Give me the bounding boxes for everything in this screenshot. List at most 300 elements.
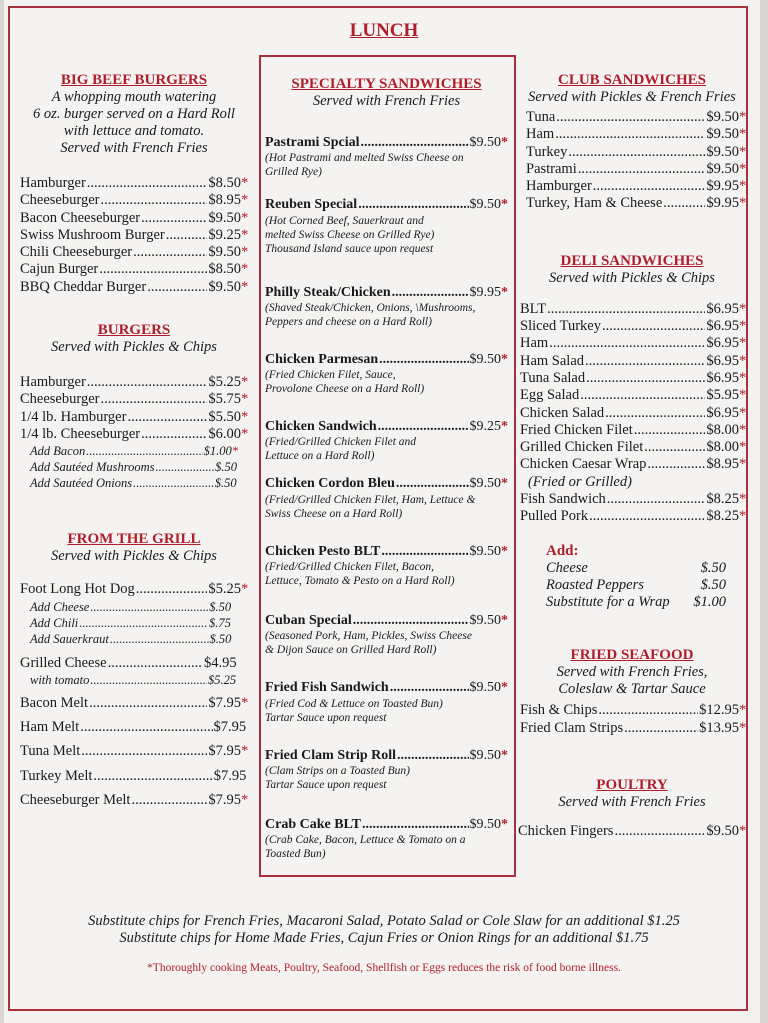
advisory-asterisk: * [241,209,249,226]
dot-leader [110,631,209,647]
specialty-subtitle: Served with French Fries [312,93,461,109]
advisory-asterisk: * [241,743,249,760]
advisory-asterisk: * [739,369,747,386]
advisory-asterisk: * [739,178,747,195]
dot-leader [99,261,207,278]
menu-item-row [265,612,508,629]
dot-leader [549,335,705,352]
menu-item-row [30,672,238,688]
item-name: Turkey Melt [20,767,93,784]
dot-leader [79,615,208,631]
menu-item-row [520,702,746,719]
item-name: Add Chili [30,615,79,630]
item-name: Turkey, Ham & Cheese [526,195,663,212]
dot-leader [547,301,705,318]
specialty-item [265,816,508,861]
menu-item-row [265,475,508,492]
advisory-asterisk: * [739,387,747,404]
item-name: Philly Steak/Chicken [265,284,391,300]
menu-item-row [518,823,746,840]
item-name: Ham [526,126,555,143]
menu-item-row [30,615,233,631]
item-description: Thousand Island sauce upon request [265,242,434,255]
advisory-asterisk: * [241,581,249,598]
advisory-asterisk: * [241,192,249,209]
item-name: Add Sautéed Mushrooms [30,460,155,475]
item-price: $9.50 [469,197,501,213]
left-column [20,72,248,809]
item-name: Hamburger [20,175,86,191]
dot-leader [90,672,207,688]
menu-item-row [520,491,746,508]
item-price: $9.50 [208,209,241,226]
item-name: Chicken Parmesan [265,351,379,367]
advisory-asterisk: * [739,508,747,525]
seafood-subtitle-1: Served with French Fries, [556,664,708,681]
advisory-asterisk: * [739,143,747,160]
menu-item-row [526,178,746,195]
item-price: $9.95 [706,195,739,212]
advisory-asterisk: * [501,284,508,300]
item-price: $9.95 [469,284,501,300]
dot-leader [131,792,207,809]
add-option-name: Cheese [546,560,588,577]
item-price: $6.95 [706,369,739,386]
dot-leader [80,719,212,736]
menu-item-row [520,456,746,473]
advisory-asterisk: * [501,419,508,435]
add-section [518,543,746,611]
specialty-item [265,284,508,329]
burgers-subtitle: Served with Pickles & Chips [51,339,217,356]
menu-item-row [20,192,248,209]
menu-item-row [20,227,248,244]
item-description: & Dijon Sauce on Grilled Hard Roll) [265,644,437,657]
advisory-asterisk: * [501,135,508,150]
menu-title: LUNCH [349,20,419,41]
item-name: Grilled Cheese [20,654,107,671]
item-price: $5.25 [208,581,241,598]
menu-item-row [20,581,248,598]
item-name: Fried Clam Strip Roll [265,747,397,763]
item-price: $9.50 [208,278,241,295]
item-price: $7.95 [213,767,247,784]
item-name: Ham Melt [20,719,80,736]
item-name: Add Sauerkraut [30,631,109,646]
menu-item-row [30,599,233,615]
advisory-asterisk: * [501,680,508,696]
menu-item-row [20,374,248,391]
dot-leader [362,816,469,833]
menu-item-row [520,370,746,387]
dot-leader [624,720,698,737]
big-beef-heading: BIG BEEF BURGERS [60,72,208,88]
right-column [518,72,746,840]
hotdog-addons [20,599,233,647]
item-description: Lettuce on a Hard Roll) [265,450,375,463]
menu-item-row [520,301,746,318]
menu-item-row [30,443,238,459]
item-price: $7.95 [208,792,241,809]
advisory-asterisk: * [501,476,508,492]
deli-heading: DELI SANDWICHES [560,252,704,269]
dot-leader [87,374,208,391]
advisory-asterisk: * [739,719,747,736]
club-list [518,109,746,213]
dot-leader [392,284,469,301]
item-price: $.50 [209,599,232,614]
club-heading: CLUB SANDWICHES [558,72,706,88]
item-description: Peppers and cheese on a Hard Roll) [265,315,432,328]
item-price: $1.00 [203,444,232,459]
specialty-item [265,351,508,396]
item-description: (Fried Chicken Filet, Sauce, [265,369,396,382]
item-description: (Seasoned Pork, Ham, Pickles, Swiss Cheese [265,630,472,643]
item-name: Bacon Melt [20,694,89,711]
advisory-asterisk: * [739,421,747,438]
dot-leader [602,318,705,335]
item-description: (Fried/Grilled Chicken Filet, Ham, Lettuce & [265,493,476,506]
menu-item-row [20,175,248,192]
item-price: $8.00 [706,421,739,438]
footer-line-1: Substitute chips for French Fries, Macaroni Salad, Potato Salad or Cole Slaw for an additional $1.25 [88,913,680,929]
menu-item-row [520,335,746,352]
advisory-asterisk: * [231,444,238,459]
dot-leader [390,679,469,696]
menu-item-row [30,459,238,475]
dot-leader [353,612,469,629]
deli-list [518,301,746,526]
add-option-name: Substitute for a Wrap [546,594,670,611]
dot-leader [100,391,207,408]
item-name: Tuna Melt [20,743,81,760]
item-price: $9.50 [706,126,739,143]
food-safety-warning: *Thoroughly cooking Meats, Poultry, Seafood, Shellfish or Eggs reduces the risk of food borne illness. [147,962,621,974]
dot-leader [108,655,203,672]
advisory-asterisk: * [241,278,249,295]
menu-item-row [526,161,746,178]
club-subtitle: Served with Pickles & French Fries [528,89,736,105]
item-name: Reuben Special [265,197,358,213]
menu-item-row [526,126,746,143]
item-name: Cheeseburger [20,192,100,209]
item-name: Fried Clam Strips [520,719,624,736]
dot-leader [589,508,705,525]
item-price: $6.95 [706,352,739,369]
item-name: Pastrami Spcial [265,135,360,150]
item-name: Sliced Turkey [520,318,601,335]
description-line: Served with French Fries [60,140,208,156]
advisory-asterisk: * [501,543,508,559]
advisory-asterisk: * [241,694,249,711]
item-price: $5.50 [208,408,241,425]
menu-item-row [520,720,746,737]
advisory-asterisk: * [739,160,747,177]
menu-item-row [30,631,233,647]
menu-item-row [20,719,248,736]
poultry-heading: POULTRY [596,776,668,793]
item-name: 1/4 lb. Hamburger [20,408,127,425]
advisory-asterisk: * [739,490,747,507]
add-option-row [546,594,726,611]
seafood-list [518,702,746,737]
item-name: Grilled Chicken Filet [520,439,644,456]
item-price: $13.95 [699,719,739,736]
advisory-asterisk: * [739,822,747,839]
description-line: with lettuce and tomato. [63,123,205,139]
dot-leader [156,459,215,475]
dot-leader [396,475,469,492]
menu-item-row [520,353,746,370]
menu-item-row [265,816,508,833]
menu-item-row [520,439,746,456]
menu-item-row [20,792,248,809]
item-description: melted Swiss Cheese on Grilled Rye) [265,228,435,241]
item-name: Foot Long Hot Dog [20,581,135,598]
item-price: $8.50 [208,175,241,191]
dot-leader [127,409,207,426]
menu-item-row [520,405,746,422]
item-name: Add Cheese [30,599,90,614]
item-description: (Shaved Steak/Chicken, Onions, \Mushrooms, [265,301,476,314]
item-price: $7.95 [208,743,241,760]
dot-leader [605,405,705,422]
item-description: (Fried/Grilled Chicken Filet, Bacon, [265,561,434,574]
item-description: (Clam Strips on a Toasted Bun) [265,764,410,777]
item-description: Toasted Bun) [265,848,326,861]
dot-leader [580,387,705,404]
item-price: $9.50 [469,747,501,763]
item-description: (Fried/Grilled Chicken Filet and [265,436,417,449]
dot-leader [607,491,706,508]
item-price: $6.95 [706,318,739,335]
advisory-asterisk: * [739,439,747,456]
specialty-heading: SPECIALTY SANDWICHES [291,76,482,92]
dot-leader [90,599,208,615]
dot-leader [381,543,468,560]
item-name: Fried Chicken Filet [520,421,633,438]
seafood-subtitle-2: Coleslaw & Tartar Sauce [558,681,706,698]
item-price: $7.95 [208,694,241,711]
item-name: Hamburger [526,178,592,195]
item-description: Grilled Rye) [265,166,322,179]
menu-item-row [20,244,248,261]
menu-item-row [265,747,508,764]
menu-item-row [20,409,248,426]
burgers-addons [20,443,238,491]
item-price: $6.95 [706,335,739,352]
item-name: Turkey [526,143,568,160]
item-price: $9.50 [469,613,501,629]
advisory-asterisk: * [241,408,249,425]
menu-item-row [265,679,508,696]
dot-leader [133,244,207,261]
menu-item-row [265,134,508,151]
advisory-asterisk: * [501,197,508,213]
item-name: Chicken Caesar Wrap [520,456,647,473]
dot-leader [586,370,705,387]
menu-item-row [30,475,238,491]
dot-leader [598,702,698,719]
item-price: $9.50 [469,816,501,832]
menu-item-row [20,655,238,672]
item-name: Tuna Salad [520,369,586,386]
poultry-list [518,823,746,840]
item-name: Chicken Pesto BLT [265,543,381,559]
dot-leader [358,196,468,213]
item-name: Cajun Burger [20,261,99,278]
center-column [265,76,508,861]
item-name: Cheeseburger [20,391,100,408]
item-name: Ham [520,335,549,352]
item-description: Provolone Cheese on a Hard Roll) [265,383,425,396]
item-price: $9.95 [706,178,739,195]
poultry-subtitle: Served with French Fries [558,793,706,810]
menu-item-row [526,144,746,161]
add-option-name: Roasted Peppers [546,577,644,594]
burgers-list [20,374,248,443]
add-option-price: $1.00 [693,594,726,611]
item-name: 1/4 lb. Cheeseburger [20,425,141,442]
advisory-asterisk: * [739,126,747,143]
advisory-asterisk: * [501,747,508,763]
item-price: $8.00 [706,439,739,456]
menu-item-row [520,318,746,335]
item-price: $5.25 [208,374,241,391]
with-tomato-wrap [20,672,238,688]
item-name: Chicken Fingers [518,822,614,839]
advisory-asterisk: * [241,792,249,809]
item-price: $5.25 [207,672,237,687]
item-name: Add Bacon [30,444,86,459]
specialty-item [265,612,508,657]
item-price: $9.50 [469,680,501,696]
footer-line-2: Substitute chips for Home Made Fries, Cajun Fries or Onion Rings for an additional $1.75 [119,930,649,946]
menu-item-row [20,210,248,227]
menu-item-row [20,391,248,408]
item-price: $9.25 [208,226,241,243]
menu-item-row [20,426,248,443]
seafood-heading: FRIED SEAFOOD [570,647,694,664]
dot-leader [397,747,468,764]
item-price: $5.75 [208,391,241,408]
item-price: $.50 [209,631,232,646]
description-line: A whopping mouth watering [51,89,217,105]
dot-leader [166,227,208,244]
advisory-asterisk: * [241,261,249,278]
item-name: Chili Cheeseburger [20,244,133,261]
item-description: (Hot Corned Beef, Sauerkraut and [265,214,424,227]
item-price: $9.50 [469,351,501,367]
item-name: Tuna [526,109,556,125]
item-name: with tomato [30,672,90,687]
menu-item-row [265,418,508,435]
dot-leader [556,109,705,126]
advisory-asterisk: * [241,175,249,191]
advisory-asterisk: * [241,374,249,391]
item-name: Crab Cake BLT [265,816,361,832]
grill-list [20,581,248,809]
item-name: Pulled Pork [520,508,589,525]
dot-leader [81,743,207,760]
dot-leader [593,178,706,195]
item-price: $.75 [209,615,231,630]
item-name: Fish Sandwich [520,490,606,507]
grill-subtitle: Served with Pickles & Chips [51,548,217,565]
dot-leader [578,161,706,178]
dot-leader [361,134,469,151]
item-name: BBQ Cheddar Burger [20,278,147,295]
item-name: Cheeseburger Melt [20,792,131,809]
item-price: $.50 [215,460,238,475]
item-name: Chicken Cordon Bleu [265,476,395,492]
dot-leader [133,475,214,491]
advisory-asterisk: * [739,335,747,352]
item-price: $8.25 [706,508,739,525]
advisory-asterisk: * [241,244,249,261]
item-name: Add Sautéed Onions [30,476,133,491]
dot-leader [141,210,207,227]
dot-leader [555,126,705,143]
grill-heading: FROM THE GRILL [67,531,201,548]
item-price: $9.50 [469,476,501,492]
advisory-asterisk: * [739,300,747,317]
item-price: $6.95 [706,404,739,421]
item-description: (Hot Pastrami and melted Swiss Cheese on [265,152,464,165]
menu-item-row [20,261,248,278]
item-description: Swiss Cheese on a Hard Roll) [265,507,403,520]
item-name: Cuban Special [265,613,352,629]
add-option-price: $.50 [700,560,726,577]
item-description: (Crab Cake, Bacon, Lettuce & Tomato on a [265,834,466,847]
item-price: $.50 [214,476,237,491]
specialty-item [265,196,508,255]
item-price: $9.50 [706,822,739,839]
item-name: Fried Fish Sandwich [265,680,389,696]
item-name: Chicken Salad [520,404,605,421]
advisory-asterisk: * [241,226,249,243]
dot-leader [585,353,705,370]
description-line: 6 oz. burger served on a Hard Roll [33,106,235,122]
menu-item-row [20,279,248,296]
item-price: $9.25 [469,419,501,435]
item-price: $12.95 [699,702,739,719]
specialty-item [265,475,508,520]
item-price: $8.50 [208,261,241,278]
menu-item-row [526,195,746,212]
advisory-asterisk: * [241,425,249,442]
advisory-asterisk: * [739,404,747,421]
menu-item-row [20,768,248,785]
item-name: Egg Salad [520,387,580,404]
item-name: Chicken Sandwich [265,419,377,435]
menu-item-row [265,284,508,301]
menu-item-row [520,387,746,404]
item-name: Hamburger [20,374,86,391]
item-price: $9.50 [469,135,501,150]
dot-leader [644,439,705,456]
dot-leader [100,192,207,209]
item-name: Swiss Mushroom Burger [20,226,165,243]
item-description: (Fried Cod & Lettuce on Toasted Bun) [265,697,443,710]
menu-item-row [265,351,508,368]
advisory-asterisk: * [739,318,747,335]
advisory-asterisk: * [501,613,508,629]
specialty-list [265,134,508,861]
wrap-note: (Fried or Grilled) [528,473,632,490]
add-option-price: $.50 [700,577,726,594]
item-price: $9.50 [208,244,241,261]
